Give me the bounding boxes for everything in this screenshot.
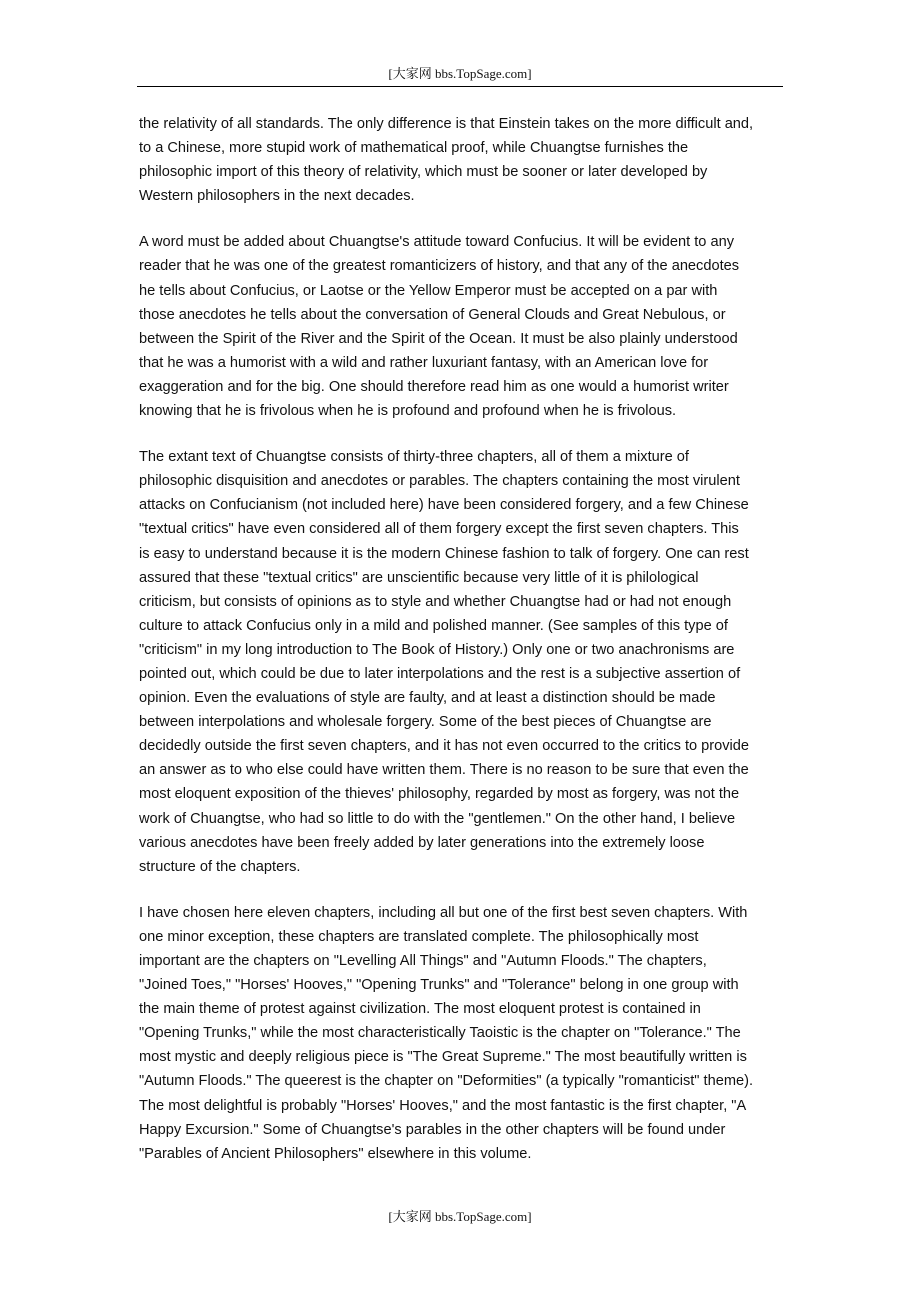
text-line: criticism, but consists of opinions as to style and whether Chuangtse had or had not enough [139, 593, 732, 610]
text-line: that he was a humorist with a wild and rather luxuriant fantasy, with an American love for [139, 354, 709, 371]
text-line: "Opening Trunks," while the most characteristically Taoistic is the chapter on "Tolerance." The [139, 1025, 741, 1042]
text-line: The extant text of Chuangtse consists of thirty-three chapters, all of them a mixture of [139, 449, 689, 466]
body-text [139, 112, 785, 1166]
text-line: between the Spirit of the River and the Spirit of the Ocean. It must be also plainly understood [139, 330, 738, 347]
paragraph [139, 901, 785, 1166]
paragraph [139, 230, 785, 423]
text-line: knowing that he is frivolous when he is profound and profound when he is frivolous. [139, 403, 677, 420]
text-line: "Joined Toes," "Horses' Hooves," "Opening Trunks" and "Tolerance" belong in one group with [139, 977, 739, 994]
text-line: work of Chuangtse, who had so little to do with the "gentlemen." On the other hand, I believe [139, 810, 736, 827]
text-line: "Autumn Floods." The queerest is the chapter on "Deformities" (a typically "romanticist" theme). [139, 1073, 754, 1090]
text-line: Happy Excursion." Some of Chuangtse's parables in the other chapters will be found under [139, 1121, 726, 1138]
text-line: important are the chapters on "Levelling All Things" and "Autumn Floods." The chapters, [139, 953, 707, 969]
text-line: he tells about Confucius, or Laotse or the Yellow Emperor must be accepted on a par with [139, 282, 718, 299]
text-line: exaggeration and for the big. One should therefore read him as one would a humorist writer [139, 378, 729, 395]
text-line: between interpolations and wholesale forgery. Some of the best pieces of Chuangtse are [139, 714, 712, 731]
text-line: "Parables of Ancient Philosophers" elsewhere in this volume. [139, 1145, 532, 1162]
page-footer: [大家网 bbs.TopSage.com] [388, 1209, 532, 1224]
text-line: most mystic and deeply religious piece is "The Great Supreme." The most beautifully written is [139, 1049, 747, 1066]
text-line: reader that he was one of the greatest romanticizers of history, and that any of the anecdotes [139, 258, 740, 275]
page-header: [大家网 bbs.TopSage.com] [137, 66, 783, 87]
text-line: to a Chinese, more stupid work of mathematical proof, while Chuangtse furnishes the [139, 140, 689, 157]
text-line: those anecdotes he tells about the conversation of General Clouds and Great Nebulous, or [139, 306, 726, 323]
text-line: the main theme of protest against civilization. The most eloquent protest is contained in [139, 1001, 701, 1018]
text-line: "textual critics" have even considered all of them forgery except the first seven chapters. This [139, 521, 739, 538]
text-line: is easy to understand because it is the modern Chinese fashion to talk of forgery. One can rest [139, 545, 749, 562]
text-line: assured that these "textual critics" are unscientific because very little of it is philological [139, 569, 699, 586]
text-line: the relativity of all standards. The only difference is that Einstein takes on the more difficult and, [139, 116, 754, 132]
text-line: I have chosen here eleven chapters, including all but one of the first best seven chapters. With [139, 904, 748, 921]
text-line: decidedly outside the first seven chapters, and it has not even occurred to the critics to provide [139, 738, 750, 755]
text-line: pointed out, which could be due to later interpolations and the rest is a subjective assertion of [139, 665, 741, 682]
paragraph [139, 445, 785, 879]
text-line: opinion. Even the evaluations of style are faulty, and at least a distinction should be made [139, 690, 716, 707]
text-line: The most delightful is probably "Horses' Hooves," and the most fantastic is the first chapter, "A [139, 1097, 747, 1114]
text-line: Western philosophers in the next decades. [139, 188, 415, 205]
text-line: culture to attack Confucius only in a mild and polished manner. (See samples of this type of [139, 617, 728, 634]
text-line: various anecdotes have been freely added by later generations into the extremely loose [139, 834, 705, 851]
text-line: an answer as to who else could have written them. There is no reason to be sure that even the [139, 762, 749, 779]
text-line: "criticism" in my long introduction to The Book of History.) Only one or two anachronisms are [139, 641, 735, 658]
text-line: philosophic import of this theory of relativity, which must be sooner or later developed by [139, 164, 708, 181]
text-line: attacks on Confucianism (not included here) have been considered forgery, and a few Chinese [139, 497, 749, 514]
text-line: A word must be added about Chuangtse's attitude toward Confucius. It will be evident to any [139, 234, 735, 251]
text-line: one minor exception, these chapters are translated complete. The philosophically most [139, 928, 699, 945]
text-line: philosophic disquisition and anecdotes or parables. The chapters containing the most virulent [139, 473, 740, 490]
paragraph [139, 112, 785, 208]
text-line: most eloquent exposition of the thieves' philosophy, regarded by most as forgery, was not the [139, 786, 740, 803]
text-line: structure of the chapters. [139, 858, 301, 875]
